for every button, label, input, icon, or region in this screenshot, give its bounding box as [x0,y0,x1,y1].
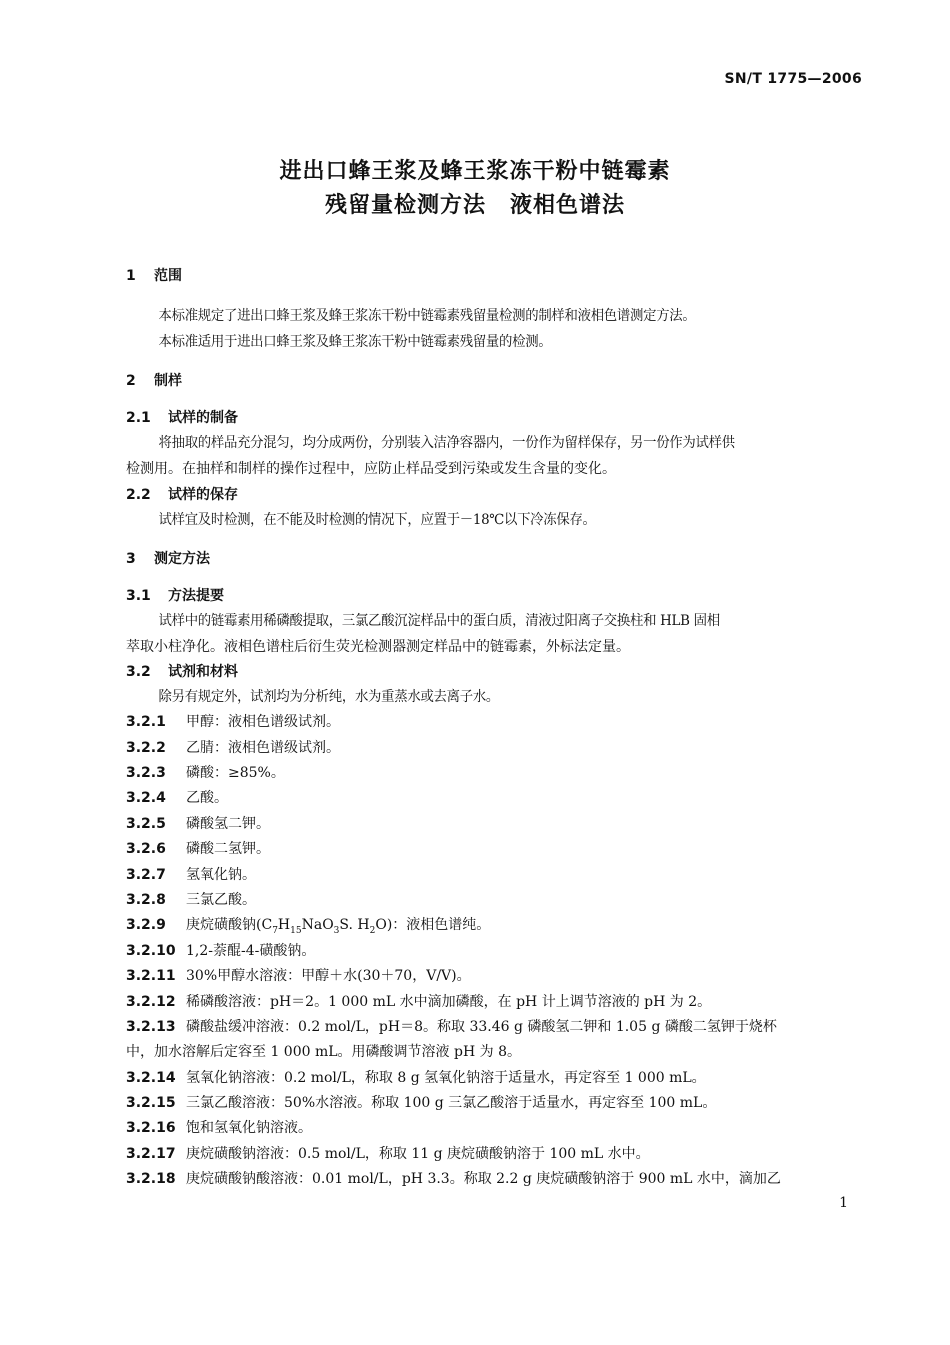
section-3-1-paragraph-line-2: 萃取小柱净化。液相色谱柱后衍生荧光检测器测定样品中的链霉素，外标法定量。 [126,639,630,655]
list-item: 3.2.14 氢氧化钠溶液：0.2 mol/L，称取 8 g 氢氧化钠溶于适量水，再定容至 1 000 mL。 [126,1070,706,1086]
list-item: 3.2.4 乙酸。 [126,790,228,806]
section-1-paragraph-1: 本标准规定了进出口蜂王浆及蜂王浆冻干粉中链霉素残留量检测的制样和液相色谱测定方法。 [158,308,696,324]
list-item: 3.2.11 30%甲醇水溶液：甲醇＋水(30＋70，V/V)。 [126,968,471,984]
section-2-2-heading: 2.2 试样的保存 [126,487,238,503]
list-item-continuation: 中，加水溶解后定容至 1 000 mL。用磷酸调节溶液 pH 为 8。 [126,1044,521,1060]
section-3-1-paragraph-line-1: 试样中的链霉素用稀磷酸提取，三氯乙酸沉淀样品中的蛋白质，清液过阳离子交换柱和 HLB 固相 [158,613,720,629]
section-3-2-paragraph: 除另有规定外，试剂均为分析纯，水为重蒸水或去离子水。 [158,689,500,705]
section-2-1-heading: 2.1 试样的制备 [126,410,238,426]
list-item: 3.2.1 甲醇：液相色谱级试剂。 [126,714,340,730]
list-item: 3.2.18 庚烷磺酸钠酸溶液：0.01 mol/L，pH 3.3。称取 2.2 g 庚烷磺酸钠溶于 900 mL 水中，滴加乙 [126,1171,781,1187]
list-item-formula: 3.2.9 庚烷磺酸钠($C_7H_{15}NaO_3S$. $H_2O$)：液相色谱纯。 [126,917,491,936]
standard-number: SN/T 1775—2006 [724,71,862,87]
list-item: 3.2.12 稀磷酸溶液：pH＝2。1 000 mL 水中滴加磷酸，在 pH 计上调节溶液的 pH 为 2。 [126,994,712,1010]
document-title-line-1: 进出口蜂王浆及蜂王浆冻干粉中链霉素 [279,159,671,184]
section-2-heading: 2 制样 [126,373,182,389]
section-2-1-paragraph-line-1: 将抽取的样品充分混匀，均分成两份，分别装入洁净容器内，一份作为留样保存，另一份作为试样供 [158,435,735,451]
list-item: 3.2.2 乙腈：液相色谱级试剂。 [126,740,340,756]
section-1-heading: 1 范围 [126,268,182,284]
list-item: 3.2.3 磷酸：≥85%。 [126,765,285,781]
section-3-heading: 3 测定方法 [126,551,210,567]
list-item: 3.2.5 磷酸氢二钾。 [126,816,270,832]
list-item: 3.2.16 饱和氢氧化钠溶液。 [126,1120,312,1136]
section-1-paragraph-2: 本标准适用于进出口蜂王浆及蜂王浆冻干粉中链霉素残留量的检测。 [158,334,552,350]
section-2-1-paragraph-line-2: 检测用。在抽样和制样的操作过程中，应防止样品受到污染或发生含量的变化。 [126,461,616,477]
document-title-line-2 [0,188,950,219]
section-2-2-paragraph: 试样宜及时检测，在不能及时检测的情况下，应置于－18℃以下冷冻保存。 [158,512,596,528]
list-item: 3.2.6 磷酸二氢钾。 [126,841,270,857]
section-3-1-heading: 3.1 方法提要 [126,588,224,604]
title-part-technique: 液相色谱法 [510,193,626,218]
list-item: 3.2.13 磷酸盐缓冲溶液：0.2 mol/L，pH＝8。称取 33.46 g 磷酸氢二钾和 1.05 g 磷酸二氢钾于烧杯 [126,1019,777,1035]
list-item: 3.2.8 三氯乙酸。 [126,892,256,908]
page-number: 1 [839,1195,848,1211]
title-part-method: 残留量检测方法 [324,193,486,218]
list-item: 3.2.17 庚烷磺酸钠溶液：0.5 mol/L，称取 11 g 庚烷磺酸钠溶于 100 mL 水中。 [126,1146,650,1162]
list-item: 3.2.10 1,2-萘醌-4-磺酸钠。 [126,943,316,959]
list-item: 3.2.7 氢氧化钠。 [126,867,256,883]
section-3-2-heading: 3.2 试剂和材料 [126,664,238,680]
list-item: 3.2.15 三氯乙酸溶液：50%水溶液。称取 100 g 三氯乙酸溶于适量水，再定容至 100 mL。 [126,1095,717,1111]
